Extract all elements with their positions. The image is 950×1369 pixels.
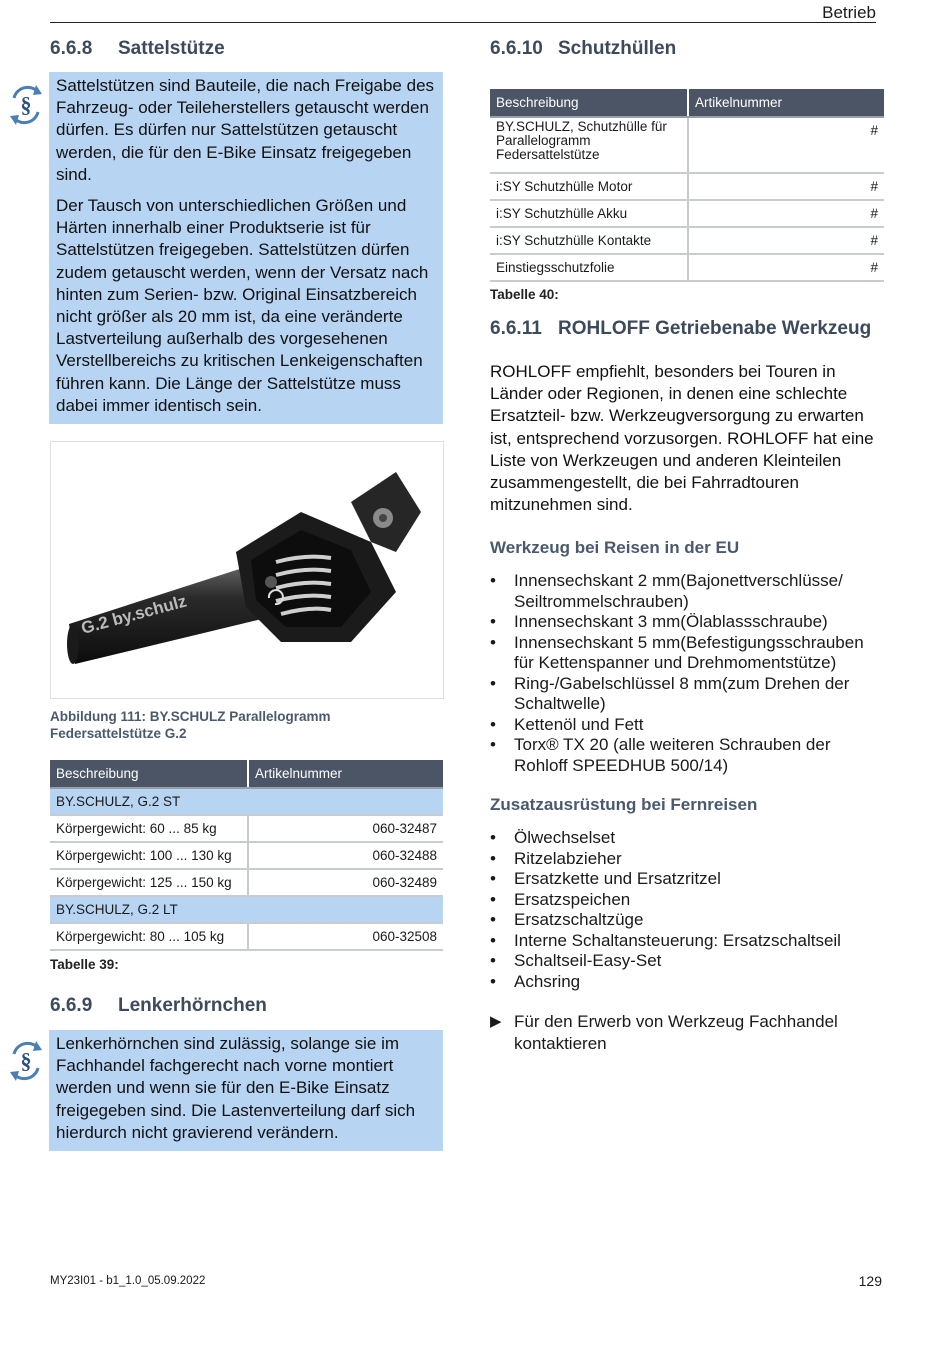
table-protective-covers — [490, 89, 884, 282]
svg-text:§: § — [20, 1048, 32, 1073]
list-item: • Schaltseil-Easy-Set — [490, 951, 870, 972]
table-row — [50, 923, 443, 950]
table-caption: Tabelle 39: — [50, 957, 119, 972]
cell-article-number: # — [688, 254, 884, 281]
section-title: Sattelstütze — [118, 38, 225, 59]
cell-description: Körpergewicht: 125 ... 150 kg — [50, 869, 248, 896]
heading-6-6-11 — [490, 318, 871, 340]
heading-6-6-9 — [50, 995, 267, 1017]
table-row — [50, 869, 443, 896]
list-item: • Ersatzspeichen — [490, 890, 870, 911]
table-row — [50, 842, 443, 869]
section-number: 6.6.11 — [490, 318, 542, 339]
cell-description: i:SY Schutzhülle Motor — [490, 173, 688, 200]
notice-paragraph: Lenkerhörnchen sind zulässig, solange sie im Fachhandel fachgerecht nach vorne montiert werden und wenn sie für den E-Bike Einsatz freigegeben sind. Die Lastenverteilung darf sich hierdurch nicht gravierend verändern. — [56, 1034, 416, 1142]
list-item: • Ring-/Gabelschlüssel 8 mm(zum Drehen der Schaltwelle) — [490, 674, 870, 715]
figure-caption: Abbildung 111: BY.SCHULZ Parallelogramm Federsattelstütze G.2 — [50, 709, 331, 741]
cell-article-number: 060-32488 — [248, 842, 443, 869]
section-title: Lenkerhörnchen — [118, 995, 267, 1016]
table-group-row — [50, 896, 443, 923]
cell-article-number: # — [688, 173, 884, 200]
list-item: • Ersatzschaltzüge — [490, 910, 870, 931]
column-header-article-number: Artikelnummer — [248, 760, 443, 788]
action-contact-dealer: ▶ Für den Erwerb von Werkzeug Fachhandel kontaktieren — [490, 1011, 884, 1055]
svg-text:§: § — [20, 92, 32, 117]
table-row — [490, 200, 884, 227]
cell-article-number: # — [688, 227, 884, 254]
column-header-description: Beschreibung — [50, 760, 248, 788]
list-item: • Kettenöl und Fett — [490, 715, 870, 736]
list-item: • Ritzelabzieher — [490, 849, 870, 870]
cell-description: Körpergewicht: 80 ... 105 kg — [50, 923, 248, 950]
header-section-label: Betrieb — [822, 3, 876, 22]
list-item: • Innensechskant 3 mm(Ölablassschraube) — [490, 612, 870, 633]
table-header-row — [50, 760, 443, 788]
heading-far-travel: Zusatzausrüstung bei Fernreisen — [490, 795, 758, 814]
cell-description: Körpergewicht: 100 ... 130 kg — [50, 842, 248, 869]
column-header-description: Beschreibung — [490, 89, 688, 117]
section-number: 6.6.8 — [50, 38, 93, 59]
list-item: • Ersatzkette und Ersatzritzel — [490, 869, 870, 890]
cell-article-number: 060-32487 — [248, 815, 443, 842]
notice-paragraph: Sattelstützen sind Bauteile, die nach Freigabe des Fahrzeug- oder Teileherstellers getauscht werden dürfen. Es dürfen nur Sattelstützen getauscht werden, die für den E-Bike Einsatz freigegeben sind. — [56, 76, 435, 184]
table-row — [490, 117, 884, 173]
page-number: 129 — [858, 1273, 882, 1289]
list-item: • Ölwechselset — [490, 828, 870, 849]
cell-description: Körpergewicht: 60 ... 85 kg — [50, 815, 248, 842]
list-eu-tools — [490, 571, 870, 776]
list-item: • Innensechskant 5 mm(Befestigungsschrauben für Kettenspanner und Drehmomentstütze) — [490, 633, 870, 674]
section-title: Schutzhüllen — [558, 38, 677, 59]
section-number: 6.6.9 — [50, 995, 93, 1016]
cell-description: BY.SCHULZ, Schutzhülle für Parallelogramm Federsattelstütze — [490, 117, 688, 173]
group-label: BY.SCHULZ, G.2 ST — [50, 788, 443, 815]
header-rule — [50, 22, 876, 23]
table-header-row — [490, 89, 884, 117]
paragraph-cycle-icon — [6, 80, 46, 130]
paragraph-cycle-icon — [6, 1036, 46, 1086]
cell-article-number: # — [688, 117, 884, 173]
rohloff-intro: ROHLOFF empfiehlt, besonders bei Touren in Länder oder Regionen, in denen eine schlechte Ersatzteil- bzw. Werkzeugversorgung zu erwarten ist, entsprechend vorzusorgen. ROHLOFF hat eine Liste von Werkzeugen und anderen Kleinteilen zusammengestellt, die bei Fahrradtouren mitzunehmen sind. — [490, 362, 874, 515]
figure-seat-post-image — [50, 441, 444, 699]
post-brand-text: G.2 by.schulz — [79, 591, 189, 638]
cell-description: i:SY Schutzhülle Kontakte — [490, 227, 688, 254]
heading-eu-tools: Werkzeug bei Reisen in der EU — [490, 538, 740, 557]
seat-post-illustration — [51, 442, 443, 698]
cell-description: i:SY Schutzhülle Akku — [490, 200, 688, 227]
table-group-row — [50, 788, 443, 815]
section-title: ROHLOFF Getriebenabe Werkzeug — [558, 318, 872, 339]
section-number: 6.6.10 — [490, 38, 543, 59]
table-row — [50, 815, 443, 842]
notice-seat-post — [49, 72, 443, 424]
list-item: • Interne Schaltansteuerung: Ersatzschaltseil — [490, 931, 870, 952]
table-seat-posts — [50, 760, 443, 951]
notice-handlebar-ends — [49, 1030, 443, 1151]
table-row — [490, 254, 884, 281]
cell-article-number: 060-32489 — [248, 869, 443, 896]
heading-6-6-10 — [490, 38, 676, 60]
table-caption: Tabelle 40: — [490, 287, 559, 302]
group-label: BY.SCHULZ, G.2 LT — [50, 896, 443, 923]
heading-6-6-8 — [50, 38, 225, 60]
notice-paragraph: Der Tausch von unterschiedlichen Größen und Härten innerhalb einer Produktserie ist für Sattelstützen freigegeben. Sattelstützen dürfen zudem getauscht werden, wenn der Versatz nach hinten zum Serien- bzw. Original Einsatzbereich nicht größer als 20 mm ist, da eine veränderte Lastverteilung außerhalb des vorgesehenen Verstellbereichs zu kritischen Lenkeigenschaften führen kann. Die Länge der Sattelstütze muss dabei immer identisch sein. — [56, 196, 429, 415]
list-far-travel — [490, 828, 870, 992]
list-item: • Achsring — [490, 972, 870, 993]
table-row — [490, 227, 884, 254]
column-header-article-number: Artikelnummer — [688, 89, 884, 117]
cell-description: Einstiegsschutzfolie — [490, 254, 688, 281]
cell-article-number: # — [688, 200, 884, 227]
list-item: • Innensechskant 2 mm(Bajonettverschlüsse/ Seiltrommelschrauben) — [490, 571, 870, 612]
cell-article-number: 060-32508 — [248, 923, 443, 950]
table-row — [490, 173, 884, 200]
list-item: • Torx® TX 20 (alle weiteren Schrauben der Rohloff SPEEDHUB 500/14) — [490, 735, 870, 776]
footer-doc-id: MY23I01 - b1_1.0_05.09.2022 — [50, 1275, 206, 1287]
